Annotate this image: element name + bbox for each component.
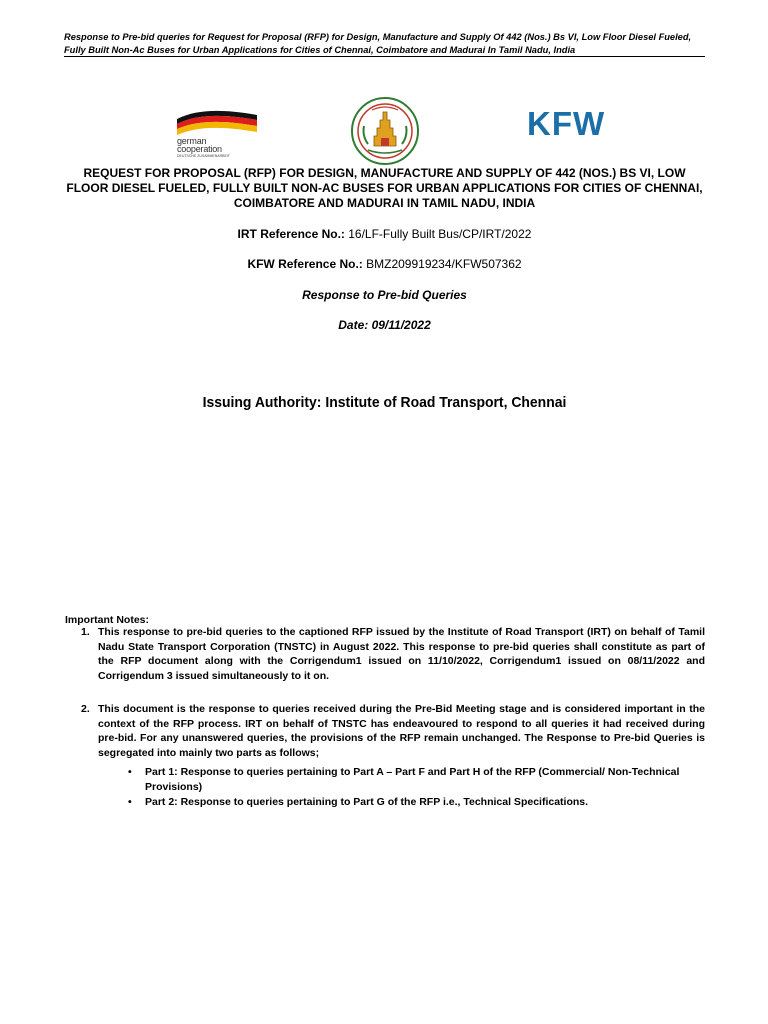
german-line1: german — [177, 136, 207, 146]
list-item — [65, 765, 705, 794]
parts-list — [65, 765, 705, 811]
notes-heading: Important Notes: — [65, 614, 149, 626]
bullet-icon: • — [128, 766, 132, 778]
note-item — [65, 625, 705, 683]
header-divider — [64, 56, 705, 57]
document-title: REQUEST FOR PROPOSAL (RFP) FOR DESIGN, MANUFACTURE AND SUPPLY OF 442 (NOS.) BS VI, LOW FLOOR DIESEL FUELED, FULLY BUILT NON-AC BUSES FOR URBAN APPLICATIONS FOR CITIES OF CHENNAI, COIMBATORE AND MADURAI IN TAMIL NADU, INDIA — [66, 166, 703, 210]
tamil-nadu-seal-icon — [350, 96, 420, 166]
note-text: This document is the response to queries received during the Pre-Bid Meeting stage and is considered important in the context of the RFP process. IRT on behalf of TNSTC has endeavoured to respond to all queries it had received during pre-bid. For any unanswered queries, the provisions of the RFP remain unchanged. The Response to Pre-bid Queries is segregated into mainly two parts as follows; — [98, 703, 705, 759]
document-date: Date: 09/11/2022 — [338, 318, 431, 332]
kfw-reference — [64, 257, 705, 272]
irt-reference-value: 16/LF-Fully Built Bus/CP/IRT/2022 — [344, 227, 532, 241]
german-cooperation-logo — [175, 107, 259, 161]
kfw-reference-label: KFW Reference No.: — [247, 257, 363, 271]
german-cooperation-text — [177, 137, 222, 153]
running-header: Response to Pre-bid queries for Request for Proposal (RFP) for Design, Manufacture and Supply Of 442 (Nos.) Bs VI, Low Floor Diesel Fueled, Fully Built Non-Ac Buses for Urban Applications for Cities of Chennai, Coimbatore and Madurai In Tamil Nadu, India — [64, 32, 692, 55]
list-item — [65, 795, 705, 810]
note-number: 1. — [81, 626, 90, 638]
note-text: This response to pre-bid queries to the captioned RFP issued by the Institute of Road Transport (IRT) on behalf of Tamil Nadu State Transport Corporation (TNSTC) in August 2022. This response to pre-bid queries shall constitute as part of the RFP document along with the Corrigendum1 issued on 11/10/2022, Corrigendum1 issued on 08/11/2022 and Corrigendum 3 issued simultaneously to it on. — [98, 626, 705, 682]
list-item-text: Part 1: Response to queries pertaining to Part A – Part F and Part H of the RFP (Commercial/ Non-Technical Provisions) — [145, 766, 680, 793]
bullet-icon: • — [128, 796, 132, 808]
irt-reference-label: IRT Reference No.: — [237, 227, 345, 241]
note-number: 2. — [81, 703, 90, 715]
kfw-logo: KFW — [527, 105, 606, 142]
note-item — [65, 702, 705, 760]
german-tagline: DEUTSCHE ZUSAMMENARBEIT — [177, 154, 230, 158]
document-subtitle: Response to Pre-bid Queries — [302, 288, 467, 302]
irt-reference — [64, 227, 705, 242]
german-line2: cooperation — [177, 144, 222, 154]
issuing-authority: Issuing Authority: Institute of Road Transport, Chennai — [202, 394, 567, 411]
kfw-reference-value: BMZ209919234/KFW507362 — [362, 257, 522, 271]
german-flag-icon — [175, 107, 259, 137]
list-item-text: Part 2: Response to queries pertaining to Part G of the RFP i.e., Technical Specifications. — [145, 796, 589, 808]
